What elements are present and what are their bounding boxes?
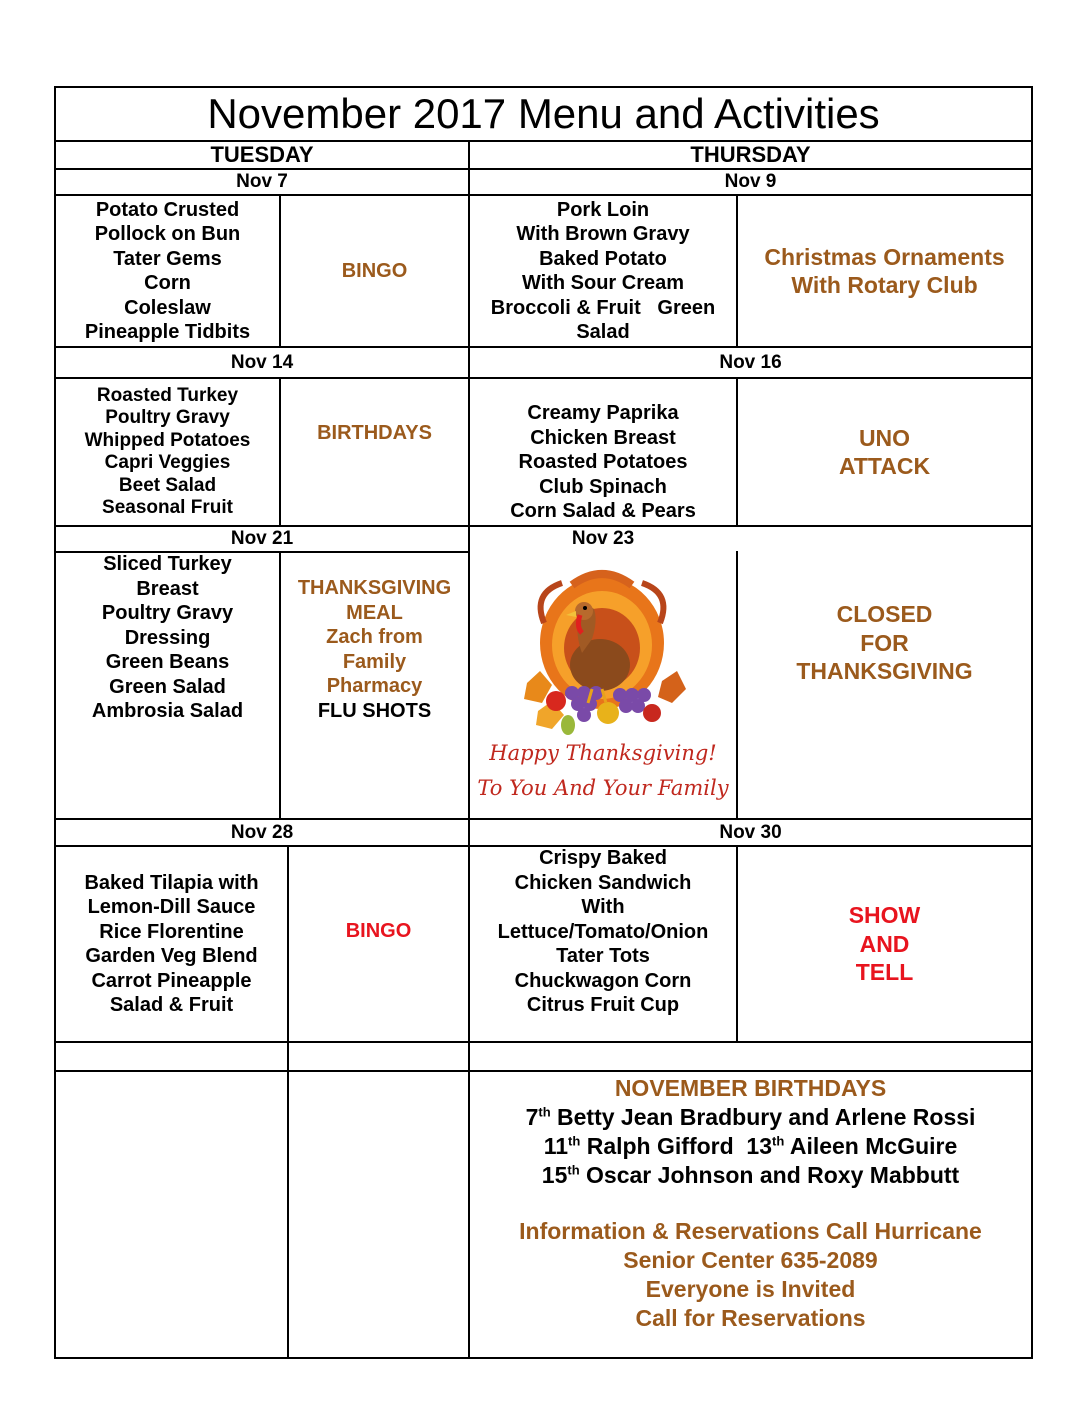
menu-item: Ambrosia Salad	[91, 700, 244, 723]
ordinal-suffix: th	[772, 1133, 785, 1149]
menu-item: Corn Salad & Pears	[510, 500, 696, 523]
activity-cell	[738, 196, 1031, 346]
info-line: Everyone is Invited	[645, 1276, 856, 1302]
activity-text: Christmas Ornaments	[764, 243, 1005, 270]
page-title: November 2017 Menu and Activities	[207, 90, 880, 137]
activity-text: BINGO	[341, 259, 408, 282]
birthday-line	[544, 1132, 958, 1161]
menu-item: Salad	[576, 321, 630, 343]
date-label: Nov 23	[571, 528, 635, 549]
menu-cell	[56, 196, 279, 346]
menu-item: Lemon-Dill Sauce	[87, 896, 256, 918]
info-line: Senior Center 635-2089	[623, 1247, 878, 1273]
menu-item: Rice Florentine	[99, 920, 244, 943]
activity-text: Pharmacy	[326, 675, 423, 697]
menu-item: With Sour Cream	[521, 272, 685, 294]
activity-text: Zach from	[326, 626, 423, 648]
caption-line-1: Happy Thanksgiving!	[489, 741, 717, 765]
activity-text: CLOSED	[836, 601, 933, 628]
menu-item: With Brown Gravy	[516, 223, 690, 245]
date-label: Nov 30	[719, 821, 782, 843]
menu-cell	[470, 196, 736, 346]
birthdays-info-cell	[470, 1072, 1031, 1357]
menu-item: Breast	[136, 577, 199, 600]
border-right	[1031, 86, 1033, 1359]
menu-item: Pork Loin	[556, 198, 650, 221]
activity-text: THANKSGIVING	[297, 577, 452, 599]
birthday-names: Oscar Johnson and Roxy Mabbutt	[579, 1162, 960, 1188]
menu-cell	[56, 847, 287, 1041]
activity-cell	[289, 847, 468, 1015]
ordinal-suffix: th	[568, 1133, 581, 1149]
menu-item: With	[581, 896, 625, 919]
menu-item: Garden Veg Blend	[85, 945, 258, 967]
date-label: Nov 21	[230, 528, 294, 549]
menu-item: Potato Crusted	[95, 198, 240, 221]
activity-text: BIRTHDAYS	[317, 421, 432, 444]
menu-item: Roasted Potatoes	[518, 451, 688, 474]
turkey-icon	[472, 553, 734, 816]
menu-item: Tater Tots	[556, 945, 650, 968]
hline	[54, 1041, 1033, 1043]
menu-item: Poultry Gravy	[105, 407, 230, 428]
date-label: Nov 9	[724, 171, 777, 192]
day-header-thursday: THURSDAY	[690, 142, 811, 167]
menu-item: Beet Salad	[118, 474, 217, 496]
menu-item: Pineapple Tidbits	[84, 321, 251, 343]
menu-item: Baked Tilapia with	[84, 871, 259, 894]
menu-item: Corn	[144, 272, 191, 294]
birthdays-heading: NOVEMBER BIRTHDAYS	[614, 1075, 887, 1101]
day-header-tuesday: TUESDAY	[210, 142, 314, 167]
menu-item: Sliced Turkey	[103, 553, 232, 576]
birthday-day: 7	[525, 1104, 539, 1130]
activity-text: UNO	[858, 424, 911, 451]
menu-item: Club Spinach	[539, 475, 667, 498]
menu-item: Poultry Gravy	[101, 602, 234, 625]
menu-cell	[56, 379, 279, 525]
thanksgiving-image	[472, 553, 734, 816]
date-label: Nov 16	[719, 351, 782, 373]
date-label: Nov 7	[236, 171, 288, 192]
activity-text: Family	[342, 650, 407, 673]
menu-item: Citrus Fruit Cup	[526, 994, 680, 1017]
ordinal-suffix: th	[567, 1162, 580, 1178]
menu-item: Baked Potato	[539, 247, 667, 270]
menu-item: Roasted Turkey	[96, 384, 239, 406]
menu-item: Capri Veggies	[104, 452, 231, 473]
activity-text: BINGO	[345, 919, 412, 942]
birthday-names: Betty Jean Bradbury and Arlene Rossi	[550, 1104, 976, 1130]
activity-text: With Rotary Club	[791, 272, 978, 298]
menu-item: Green Beans	[105, 651, 230, 674]
activity-text-flu-shots: FLU SHOTS	[317, 699, 432, 722]
menu-item: Carrot Pineapple	[91, 969, 252, 992]
info-line: Information & Reservations Call Hurricane	[519, 1218, 982, 1244]
activity-text: THANKSGIVING	[796, 658, 973, 685]
birthday-names: Aileen McGuire	[784, 1133, 958, 1159]
activity-text: SHOW	[848, 902, 921, 929]
menu-item: Dressing	[124, 626, 211, 649]
activity-text: AND	[859, 930, 910, 957]
menu-cell	[470, 400, 736, 525]
activity-cell	[738, 553, 1031, 733]
menu-item: Green Salad	[109, 675, 226, 698]
birthday-day: 11	[543, 1133, 569, 1159]
birthday-line	[526, 1103, 976, 1132]
activity-cell	[281, 576, 468, 724]
date-label: Nov 14	[230, 351, 294, 373]
menu-item: Whipped Potatoes	[84, 429, 251, 451]
menu-item: Creamy Paprika	[527, 402, 679, 425]
activity-cell	[738, 847, 1031, 1041]
caption-line-2: To You And Your Family	[477, 776, 729, 800]
menu-item: Tater Gems	[113, 247, 222, 270]
menu-item: Lettuce/Tomato/Onion	[497, 920, 709, 943]
menu-cell	[56, 553, 279, 723]
menu-item: Salad & Fruit	[109, 994, 234, 1016]
activity-text: MEAL	[346, 601, 403, 624]
birthday-day: 15	[541, 1162, 568, 1188]
menu-item: Chicken Breast	[530, 426, 676, 449]
menu-item: Pollock on Bun	[94, 223, 241, 245]
activity-cell	[738, 379, 1031, 525]
menu-item: Coleslaw	[124, 296, 211, 319]
info-line: Call for Reservations	[635, 1305, 866, 1331]
menu-item: Broccoli & Fruit Green	[490, 296, 716, 319]
date-label: Nov 28	[230, 821, 294, 843]
menu-item: Chicken Sandwich	[514, 871, 692, 894]
menu-cell	[470, 847, 736, 1017]
ordinal-suffix: th	[538, 1104, 551, 1120]
birthday-names: Ralph Gifford 13	[580, 1133, 773, 1159]
activity-cell	[281, 196, 468, 346]
menu-item: Crispy Baked	[539, 847, 667, 870]
border-bottom	[54, 1357, 1033, 1359]
activity-text: FOR	[860, 629, 909, 656]
birthday-line	[542, 1161, 959, 1190]
activity-text: TELL	[855, 959, 914, 986]
activity-text: ATTACK	[838, 453, 931, 479]
menu-item: Chuckwagon Corn	[514, 969, 692, 992]
activity-cell	[281, 379, 468, 487]
menu-item: Seasonal Fruit	[102, 497, 233, 518]
